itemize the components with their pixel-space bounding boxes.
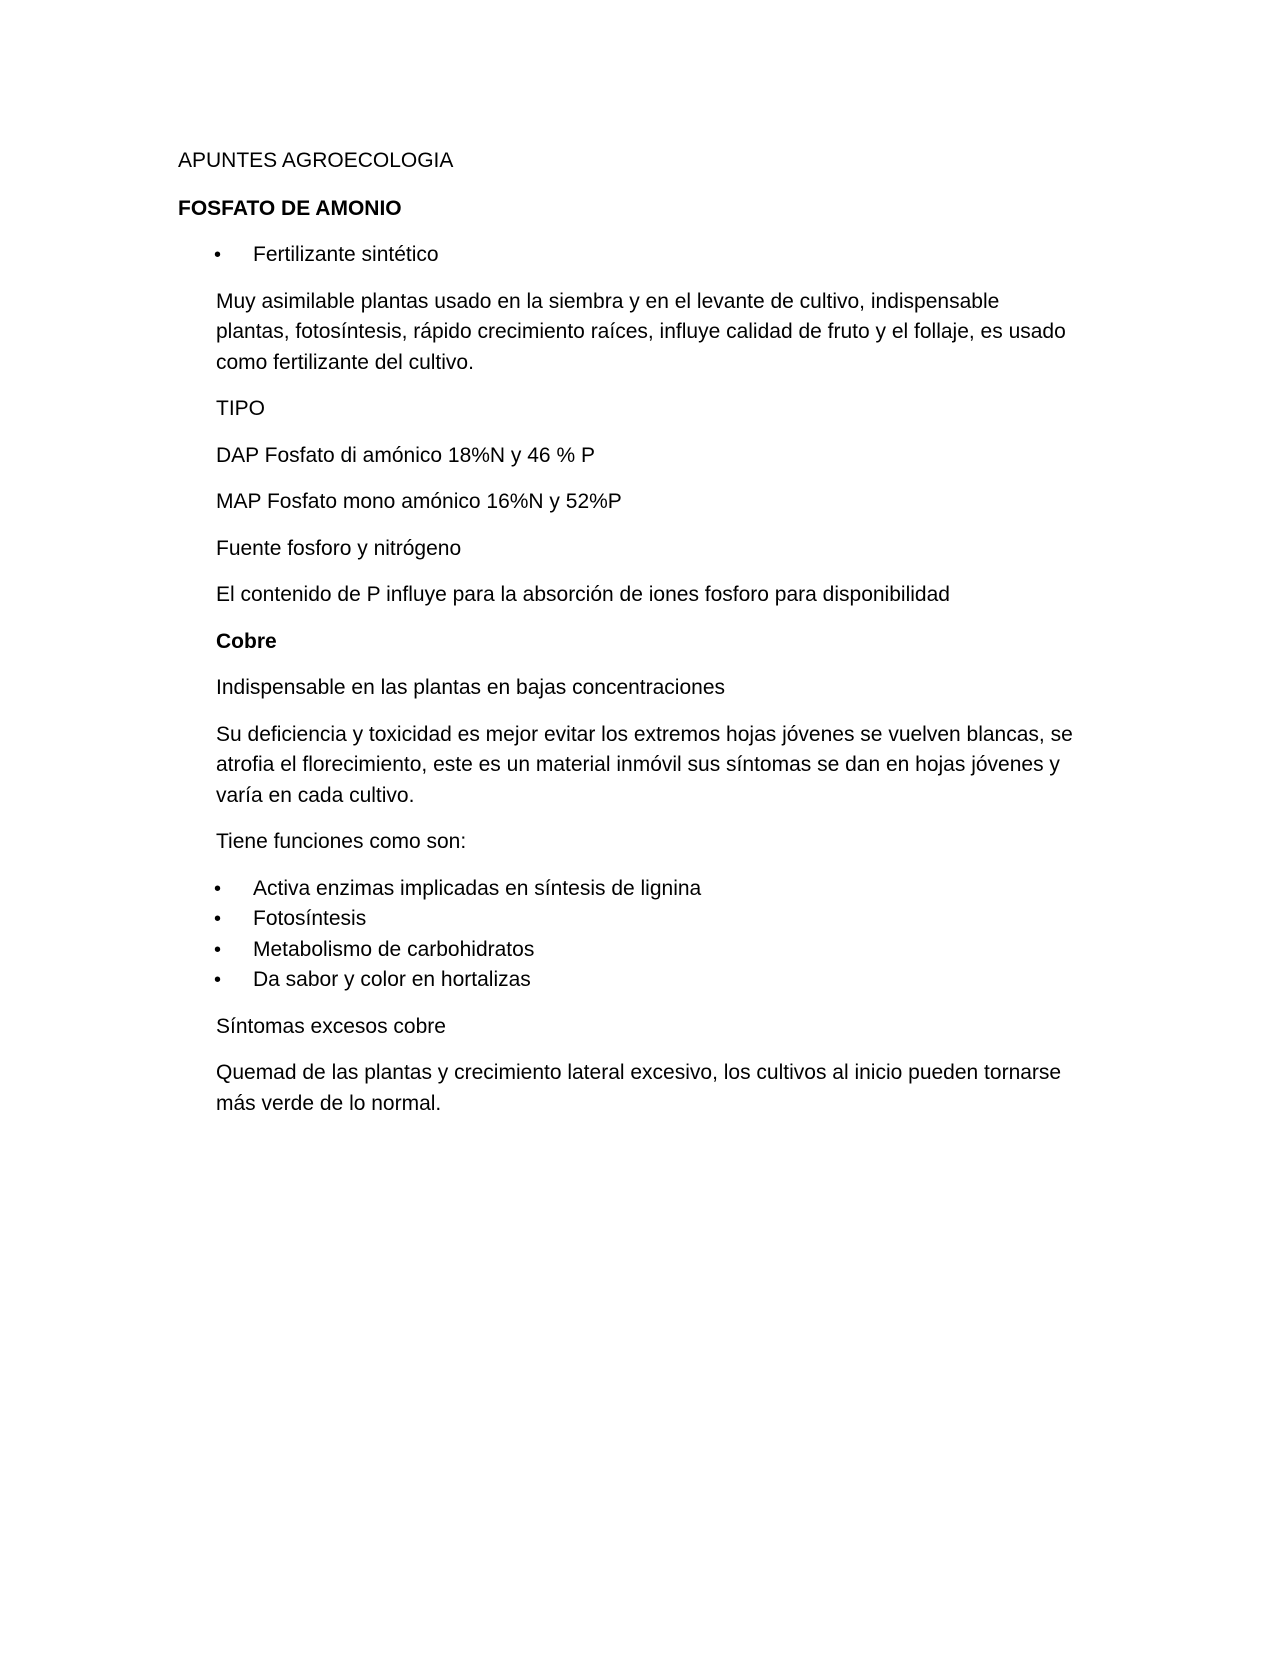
bullet-icon: • <box>214 908 222 930</box>
paragraph-sintomas-text: Quemad de las plantas y crecimiento lateral excesivo, los cultivos al inicio pueden tornarse más verde de lo normal. <box>216 1061 1062 1115</box>
list-item <box>178 874 1078 905</box>
paragraph-funciones-intro: Tiene funciones como son: <box>216 830 467 853</box>
bullet-icon: • <box>214 969 222 991</box>
list-item <box>178 904 1078 935</box>
heading-cobre: Cobre <box>216 629 277 653</box>
paragraph-tipo: TIPO <box>216 397 266 420</box>
list-item-text: Metabolismo de carbohidratos <box>253 937 535 961</box>
paragraph-dap: DAP Fosfato di amónico 18%N y 46 % P <box>216 443 595 467</box>
paragraph-indispensable: Indispensable en las plantas en bajas concentraciones <box>216 676 726 699</box>
list-item-text: Activa enzimas implicadas en síntesis de lignina <box>253 876 702 900</box>
funciones-list <box>178 874 1078 996</box>
bullet-icon: • <box>214 938 222 961</box>
heading-fosfato-de-amonio: FOSFATO DE AMONIO <box>178 196 402 220</box>
paragraph-contenido: El contenido de P influye para la absorción de iones fosforo para disponibilidad <box>216 583 950 606</box>
document-body <box>178 146 1078 1135</box>
bullet-text: Fertilizante sintético <box>253 243 439 266</box>
list-item-text: Fotosíntesis <box>253 907 367 930</box>
list-item-text: Da sabor y color en hortalizas <box>253 968 531 991</box>
document-title: APUNTES AGROECOLOGIA <box>178 149 454 172</box>
bullet-icon: • <box>214 877 222 900</box>
list-item <box>178 935 1078 966</box>
paragraph-sintomas-title: Síntomas excesos cobre <box>216 1014 446 1038</box>
paragraph-asimilable: Muy asimilable plantas usado en la siembra y en el levante de cultivo, indispensable plantas, fotosíntesis, rápido crecimiento raíces, influye calidad de fruto y el follaje, es usado como fertilizante del cultivo. <box>216 289 1066 374</box>
paragraph-deficiencia: Su deficiencia y toxicidad es mejor evitar los extremos hojas jóvenes se vuelven blancas, se atrofia el florecimiento, este es un material inmóvil sus síntomas se dan en hojas jóvenes y varía en cada cultivo. <box>216 722 1073 807</box>
paragraph-map: MAP Fosfato mono amónico 16%N y 52%P <box>216 490 622 513</box>
bullet-item <box>178 240 1078 271</box>
bullet-icon: • <box>214 244 222 266</box>
list-item <box>178 965 1078 996</box>
paragraph-fuente: Fuente fosforo y nitrógeno <box>216 536 462 560</box>
